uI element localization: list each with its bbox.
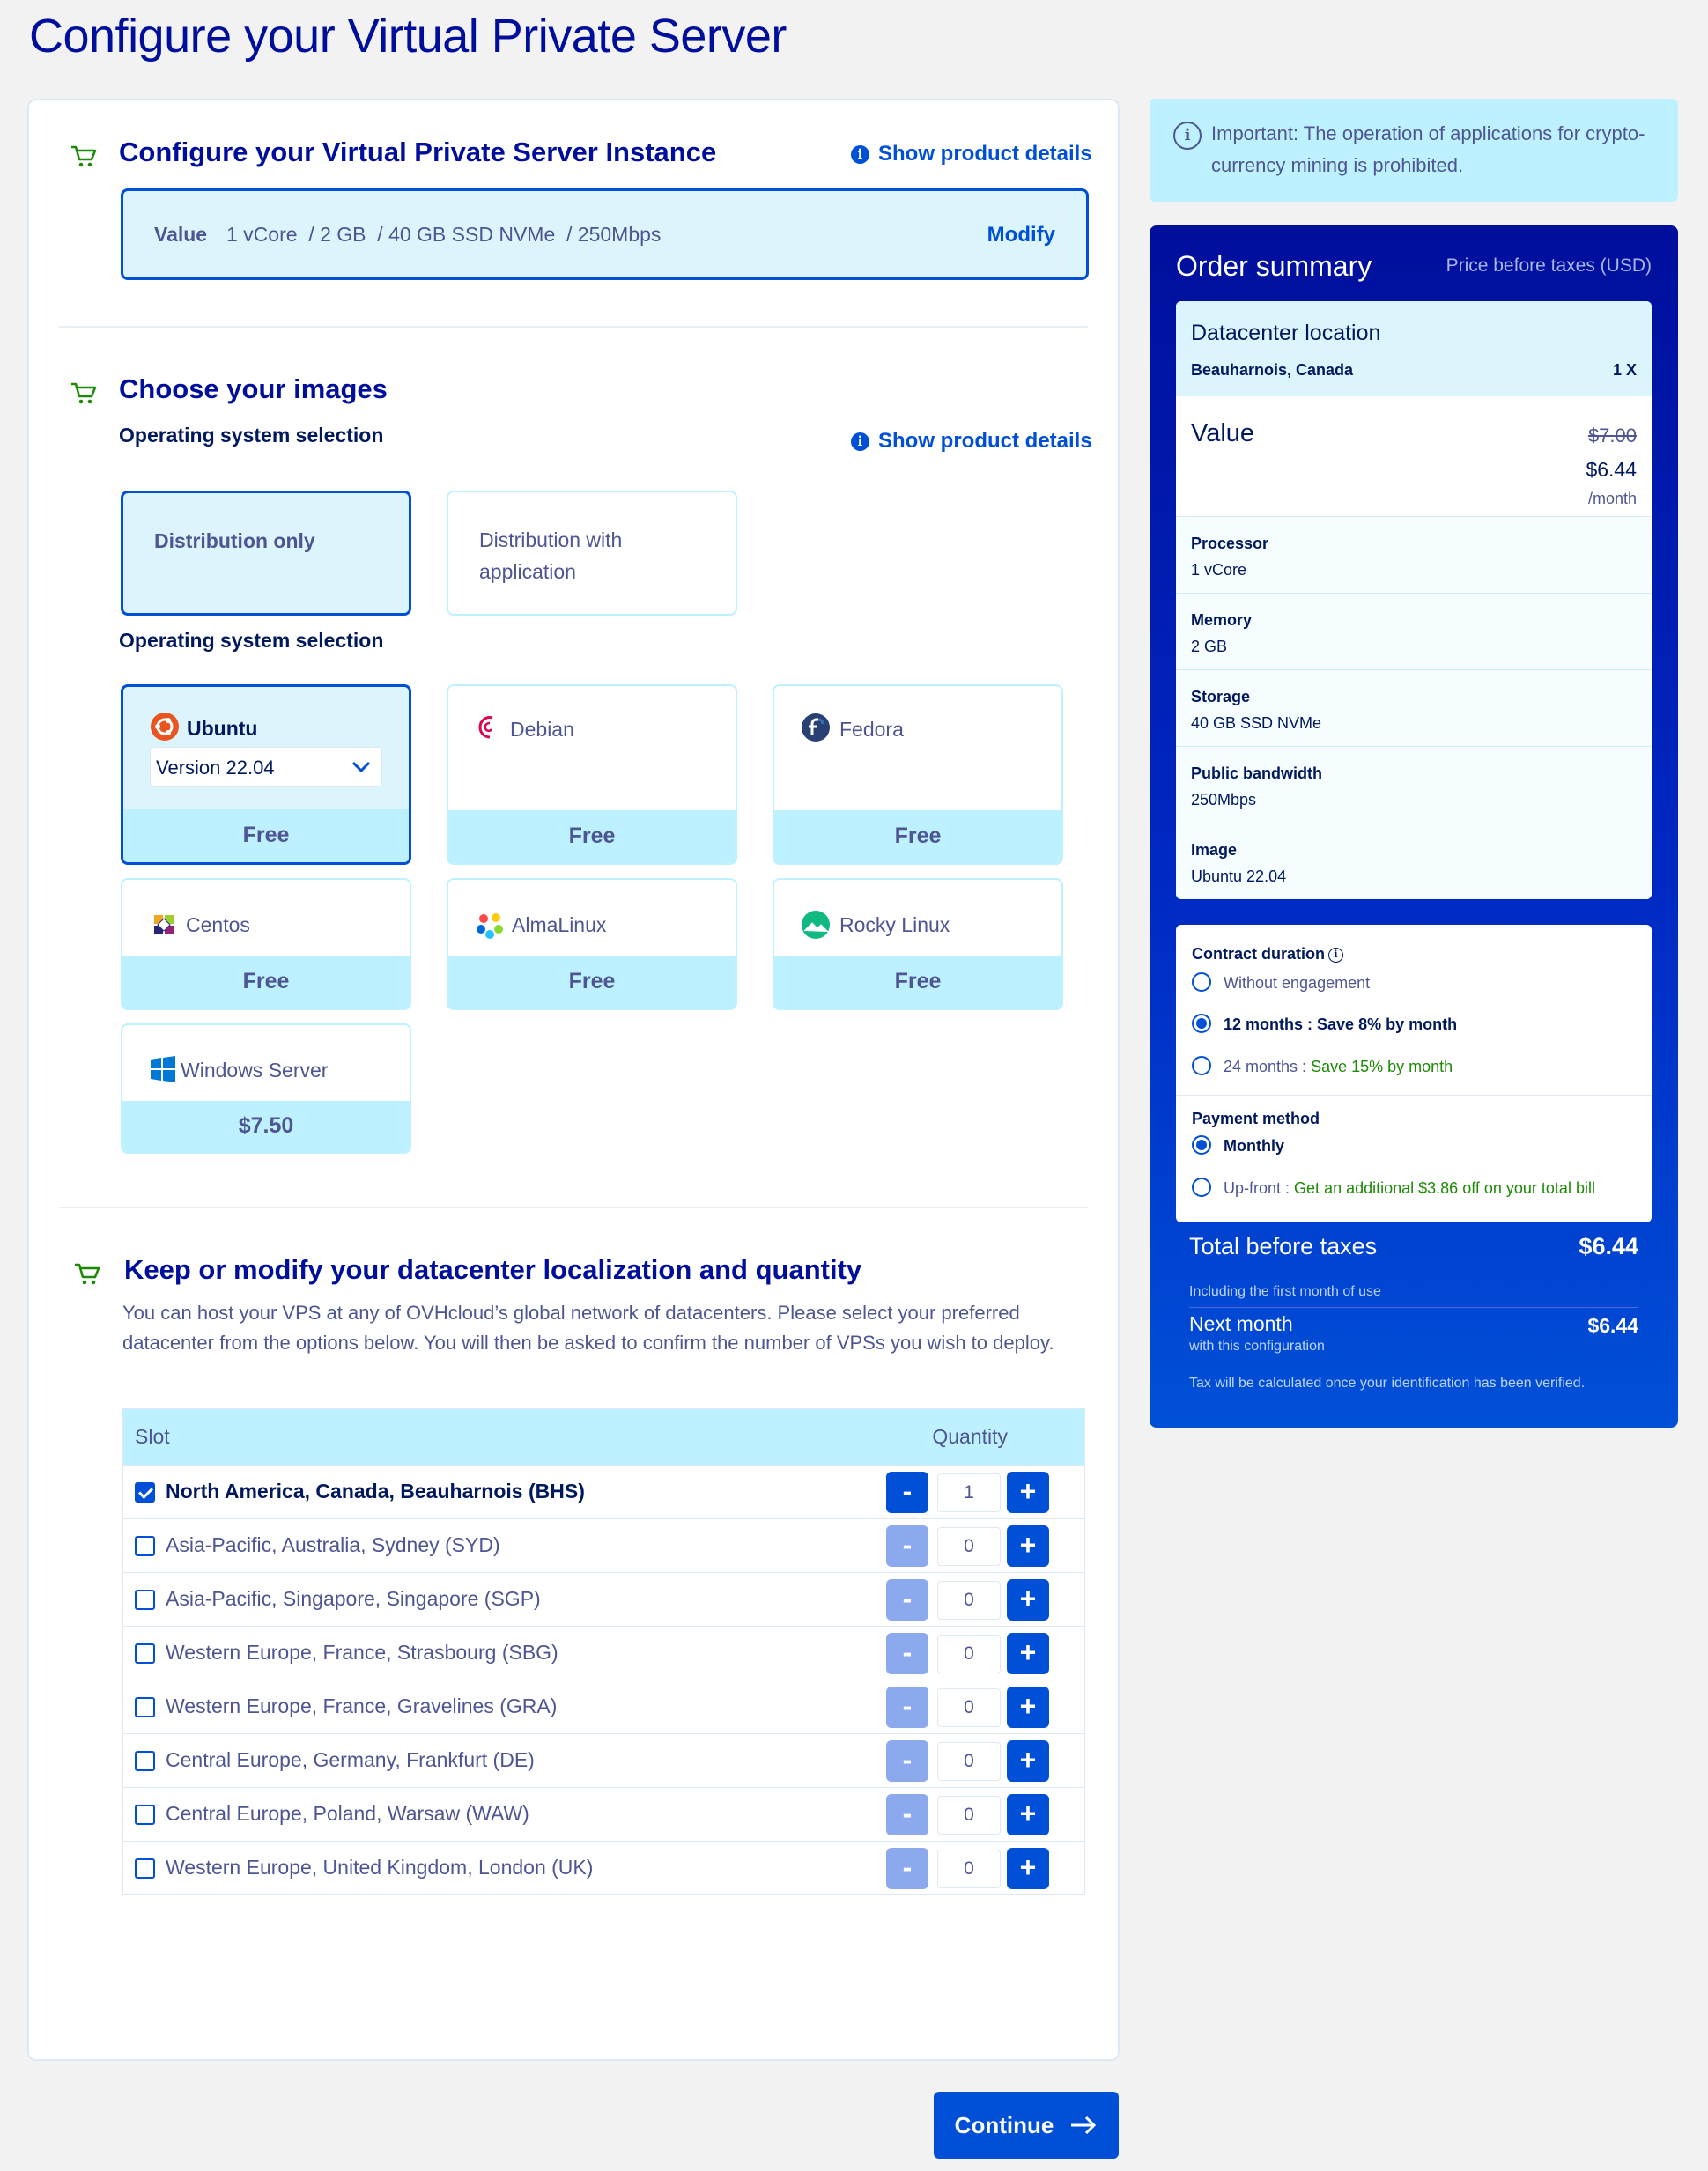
divider <box>1189 1307 1638 1308</box>
os-card-almalinux[interactable] <box>447 878 737 1010</box>
spec-value: 250Mbps <box>1191 791 1257 809</box>
increase-quantity-button[interactable]: + <box>1007 1579 1049 1621</box>
instance-section-title: Configure your Virtual Private Server Instance <box>119 137 717 167</box>
contract-option-label: Without engagement <box>1224 974 1371 992</box>
os-card-debian[interactable] <box>447 684 737 865</box>
increase-quantity-button[interactable]: + <box>1007 1525 1049 1567</box>
contract-12-months-radio[interactable] <box>1192 1014 1211 1033</box>
old-price: $7.00 <box>1587 425 1637 447</box>
datacenter-name: Western Europe, France, Strasbourg (SBG) <box>166 1641 558 1664</box>
datacenter-checkbox[interactable] <box>135 1805 155 1825</box>
next-month-label: Next month <box>1189 1312 1293 1335</box>
divider <box>59 1207 1088 1208</box>
decrease-quantity-button[interactable]: - <box>886 1525 928 1567</box>
quantity-input[interactable]: 0 <box>937 1527 1001 1566</box>
fedora-logo-icon <box>801 713 831 742</box>
quantity-input[interactable]: 0 <box>937 1850 1001 1888</box>
spec-value: 40 GB SSD NVMe <box>1191 714 1322 732</box>
table-header <box>123 1409 1084 1465</box>
table-row <box>123 1572 1084 1626</box>
mining-notice <box>1150 99 1678 202</box>
increase-quantity-button[interactable]: + <box>1007 1740 1049 1782</box>
chevron-down-icon <box>351 760 371 774</box>
os-price: Free <box>774 956 1061 1008</box>
decrease-quantity-button[interactable]: - <box>886 1740 928 1782</box>
centos-logo-icon <box>149 910 179 940</box>
datacenter-name: Asia-Pacific, Singapore, Singapore (SGP) <box>166 1587 541 1610</box>
ubuntu-logo-icon <box>150 712 180 742</box>
os-name: AlmaLinux <box>512 913 607 936</box>
summary-subtitle: Price before taxes (USD) <box>1446 255 1652 276</box>
os-card-windows-server[interactable] <box>121 1023 411 1154</box>
total-label: Total before taxes <box>1189 1233 1378 1259</box>
decrease-quantity-button[interactable]: - <box>886 1579 928 1621</box>
datacenter-name: Asia-Pacific, Australia, Sydney (SYD) <box>166 1533 500 1556</box>
contract-without-engagement-radio[interactable] <box>1192 972 1211 992</box>
table-row <box>123 1733 1084 1787</box>
datacenter-name: Central Europe, Poland, Warsaw (WAW) <box>166 1802 529 1825</box>
quantity-input[interactable]: 0 <box>937 1581 1001 1620</box>
increase-quantity-button[interactable]: + <box>1007 1794 1049 1835</box>
cart-icon <box>70 382 97 405</box>
payment-upfront-radio[interactable] <box>1192 1178 1211 1197</box>
spec-label: Processor <box>1191 535 1269 552</box>
order-summary <box>1150 225 1678 1428</box>
datacenter-checkbox[interactable] <box>135 1590 155 1610</box>
decrease-quantity-button[interactable]: - <box>886 1794 928 1835</box>
os-name: Ubuntu <box>187 717 258 740</box>
os-card-centos[interactable] <box>121 878 411 1010</box>
distribution-only-option[interactable] <box>121 491 411 616</box>
datacenter-name: Western Europe, France, Gravelines (GRA) <box>166 1695 558 1717</box>
show-product-details-link[interactable] <box>851 142 1092 166</box>
table-row <box>123 1626 1084 1680</box>
almalinux-logo-icon <box>475 910 505 940</box>
spec-value: Ubuntu 22.04 <box>1191 868 1287 885</box>
os-card-rocky-linux[interactable] <box>773 878 1063 1010</box>
contract-option-label: 24 months : Save 15% by month <box>1224 1058 1453 1075</box>
spec-row <box>1176 593 1652 669</box>
decrease-quantity-button[interactable]: - <box>886 1687 928 1728</box>
column-quantity: Quantity <box>932 1425 1008 1448</box>
debian-logo-icon <box>475 713 505 742</box>
distribution-with-application-label: Distribution with application <box>479 528 623 583</box>
show-product-details-label: Show product details <box>878 142 1092 166</box>
datacenter-checkbox[interactable] <box>135 1482 155 1503</box>
os-name: Debian <box>510 718 574 741</box>
total-note: Including the first month of use <box>1189 1284 1381 1299</box>
os-card-ubuntu[interactable] <box>121 684 411 865</box>
spec-row <box>1176 823 1652 899</box>
os-selection-label: Operating system selection <box>119 629 384 652</box>
datacenter-table <box>122 1408 1085 1895</box>
new-price: $6.44 <box>1586 458 1637 481</box>
os-price: $7.50 <box>122 1101 410 1152</box>
continue-label: Continue <box>954 2111 1054 2138</box>
version-select[interactable] <box>150 747 382 787</box>
spec-value: 2 GB <box>1191 638 1228 655</box>
os-card-fedora[interactable] <box>773 684 1063 865</box>
spec-label: Memory <box>1191 611 1253 629</box>
location-description: You can host your VPS at any of OVHcloud’s global network of datacenters. Please select your preferred datacenter from the options below. You will then be asked to confirm the number of VPSs you wish to deploy. <box>122 1302 1054 1354</box>
os-selection-label: Operating system selection <box>119 424 384 447</box>
spec-row <box>1176 669 1652 746</box>
contract-duration-label: Contract duration i <box>1192 945 1343 964</box>
spec-value: 1 vCore <box>1191 561 1247 579</box>
decrease-quantity-button[interactable]: - <box>886 1633 928 1674</box>
os-name: Rocky Linux <box>839 913 950 936</box>
next-month-sub: with this configuration <box>1189 1339 1325 1354</box>
datacenter-name: Central Europe, Germany, Frankfurt (DE) <box>166 1748 535 1771</box>
datacenter-checkbox[interactable] <box>135 1643 155 1664</box>
next-month-value: $6.44 <box>1587 1314 1638 1337</box>
notice-text: Important: The operation of applications for crypto-currency mining is prohibited. <box>1211 122 1645 176</box>
payment-method-label: Payment method <box>1192 1110 1320 1127</box>
show-product-details-link[interactable] <box>851 429 1092 454</box>
distribution-only-label: Distribution only <box>154 529 315 552</box>
info-icon: i <box>1173 122 1202 150</box>
divider <box>1176 1095 1652 1096</box>
table-row <box>123 1518 1084 1572</box>
datacenter-checkbox[interactable] <box>135 1697 155 1717</box>
os-name: Windows Server <box>181 1059 329 1082</box>
datacenter-name: North America, Canada, Beauharnois (BHS) <box>166 1480 585 1503</box>
spec-row <box>1176 746 1652 823</box>
location-section-title: Keep or modify your datacenter localization and quantity <box>124 1254 862 1285</box>
quantity-input[interactable]: 0 <box>937 1688 1001 1727</box>
datacenter-checkbox[interactable] <box>135 1858 155 1879</box>
rocky-linux-logo-icon <box>801 910 831 940</box>
datacenter-qty: 1 X <box>1612 361 1637 379</box>
spec-label: Public bandwidth <box>1191 764 1322 782</box>
os-name: Centos <box>186 913 250 936</box>
os-price: Free <box>122 956 410 1008</box>
spec-label: Storage <box>1191 688 1251 705</box>
price-period: /month <box>1587 490 1637 507</box>
distribution-with-application-option[interactable] <box>447 491 737 616</box>
quantity-input[interactable]: 0 <box>937 1635 1001 1673</box>
datacenter-title: Datacenter location <box>1191 321 1381 345</box>
plan-name: Value <box>154 223 208 246</box>
value-label: Value <box>1191 419 1255 447</box>
column-slot: Slot <box>135 1425 170 1448</box>
payment-option-label: Up-front : Get an additional $3.86 off on your total bill <box>1224 1179 1595 1197</box>
plan-spec: 1 vCore / 2 GB / 40 GB SSD NVMe / 250Mbps <box>226 223 662 246</box>
increase-quantity-button[interactable]: + <box>1007 1633 1049 1674</box>
decrease-quantity-button[interactable]: - <box>886 1848 928 1889</box>
increase-quantity-button[interactable]: + <box>1007 1472 1049 1513</box>
datacenter-name: Western Europe, United Kingdom, London (UK) <box>166 1856 594 1879</box>
datacenter-name: Beauharnois, Canada <box>1191 361 1354 379</box>
tax-note: Tax will be calculated once your identification has been verified. <box>1189 1376 1586 1391</box>
datacenter-block <box>1176 301 1652 396</box>
decrease-quantity-button[interactable]: - <box>886 1472 928 1513</box>
continue-button[interactable] <box>934 2092 1119 2159</box>
modify-link[interactable]: Modify <box>987 223 1055 247</box>
os-price: Free <box>123 809 409 862</box>
contract-option-label: 12 months : Save 8% by month <box>1224 1015 1458 1033</box>
payment-option-label: Monthly <box>1224 1137 1284 1155</box>
value-plan-box <box>121 188 1089 280</box>
total-value: $6.44 <box>1579 1233 1638 1259</box>
payment-monthly-radio[interactable] <box>1192 1135 1211 1155</box>
arrow-right-icon <box>1069 2116 1098 2135</box>
summary-title: Order summary <box>1176 250 1372 282</box>
table-row <box>123 1787 1084 1841</box>
info-icon: i <box>851 145 869 164</box>
spec-row <box>1176 516 1652 593</box>
info-icon: i <box>1328 948 1343 963</box>
table-row <box>123 1680 1084 1733</box>
cart-icon <box>74 1263 100 1286</box>
spec-label: Image <box>1191 841 1238 859</box>
datacenter-checkbox[interactable] <box>135 1536 155 1556</box>
os-price: Free <box>448 810 736 863</box>
page-title: Configure your Virtual Private Server <box>29 10 787 63</box>
divider <box>59 326 1088 328</box>
table-row <box>123 1465 1084 1518</box>
quantity-input[interactable]: 0 <box>937 1796 1001 1835</box>
show-product-details-label: Show product details <box>878 429 1092 453</box>
summary-product-card <box>1176 301 1652 899</box>
increase-quantity-button[interactable]: + <box>1007 1848 1049 1889</box>
datacenter-checkbox[interactable] <box>135 1751 155 1771</box>
version-value: Version 22.04 <box>156 757 275 779</box>
table-row <box>123 1841 1084 1894</box>
os-name: Fedora <box>839 718 904 741</box>
windows-logo-icon <box>149 1055 177 1083</box>
value-price-block <box>1176 396 1652 516</box>
images-section-title: Choose your images <box>119 373 388 404</box>
quantity-input[interactable]: 0 <box>937 1742 1001 1781</box>
os-price: Free <box>448 956 736 1008</box>
quantity-input[interactable]: 1 <box>937 1473 1001 1512</box>
contract-24-months-radio[interactable] <box>1192 1056 1211 1075</box>
contract-panel <box>1176 925 1652 1222</box>
cart-icon <box>70 145 97 168</box>
increase-quantity-button[interactable]: + <box>1007 1687 1049 1728</box>
os-price: Free <box>774 810 1061 863</box>
info-icon: i <box>851 432 869 451</box>
